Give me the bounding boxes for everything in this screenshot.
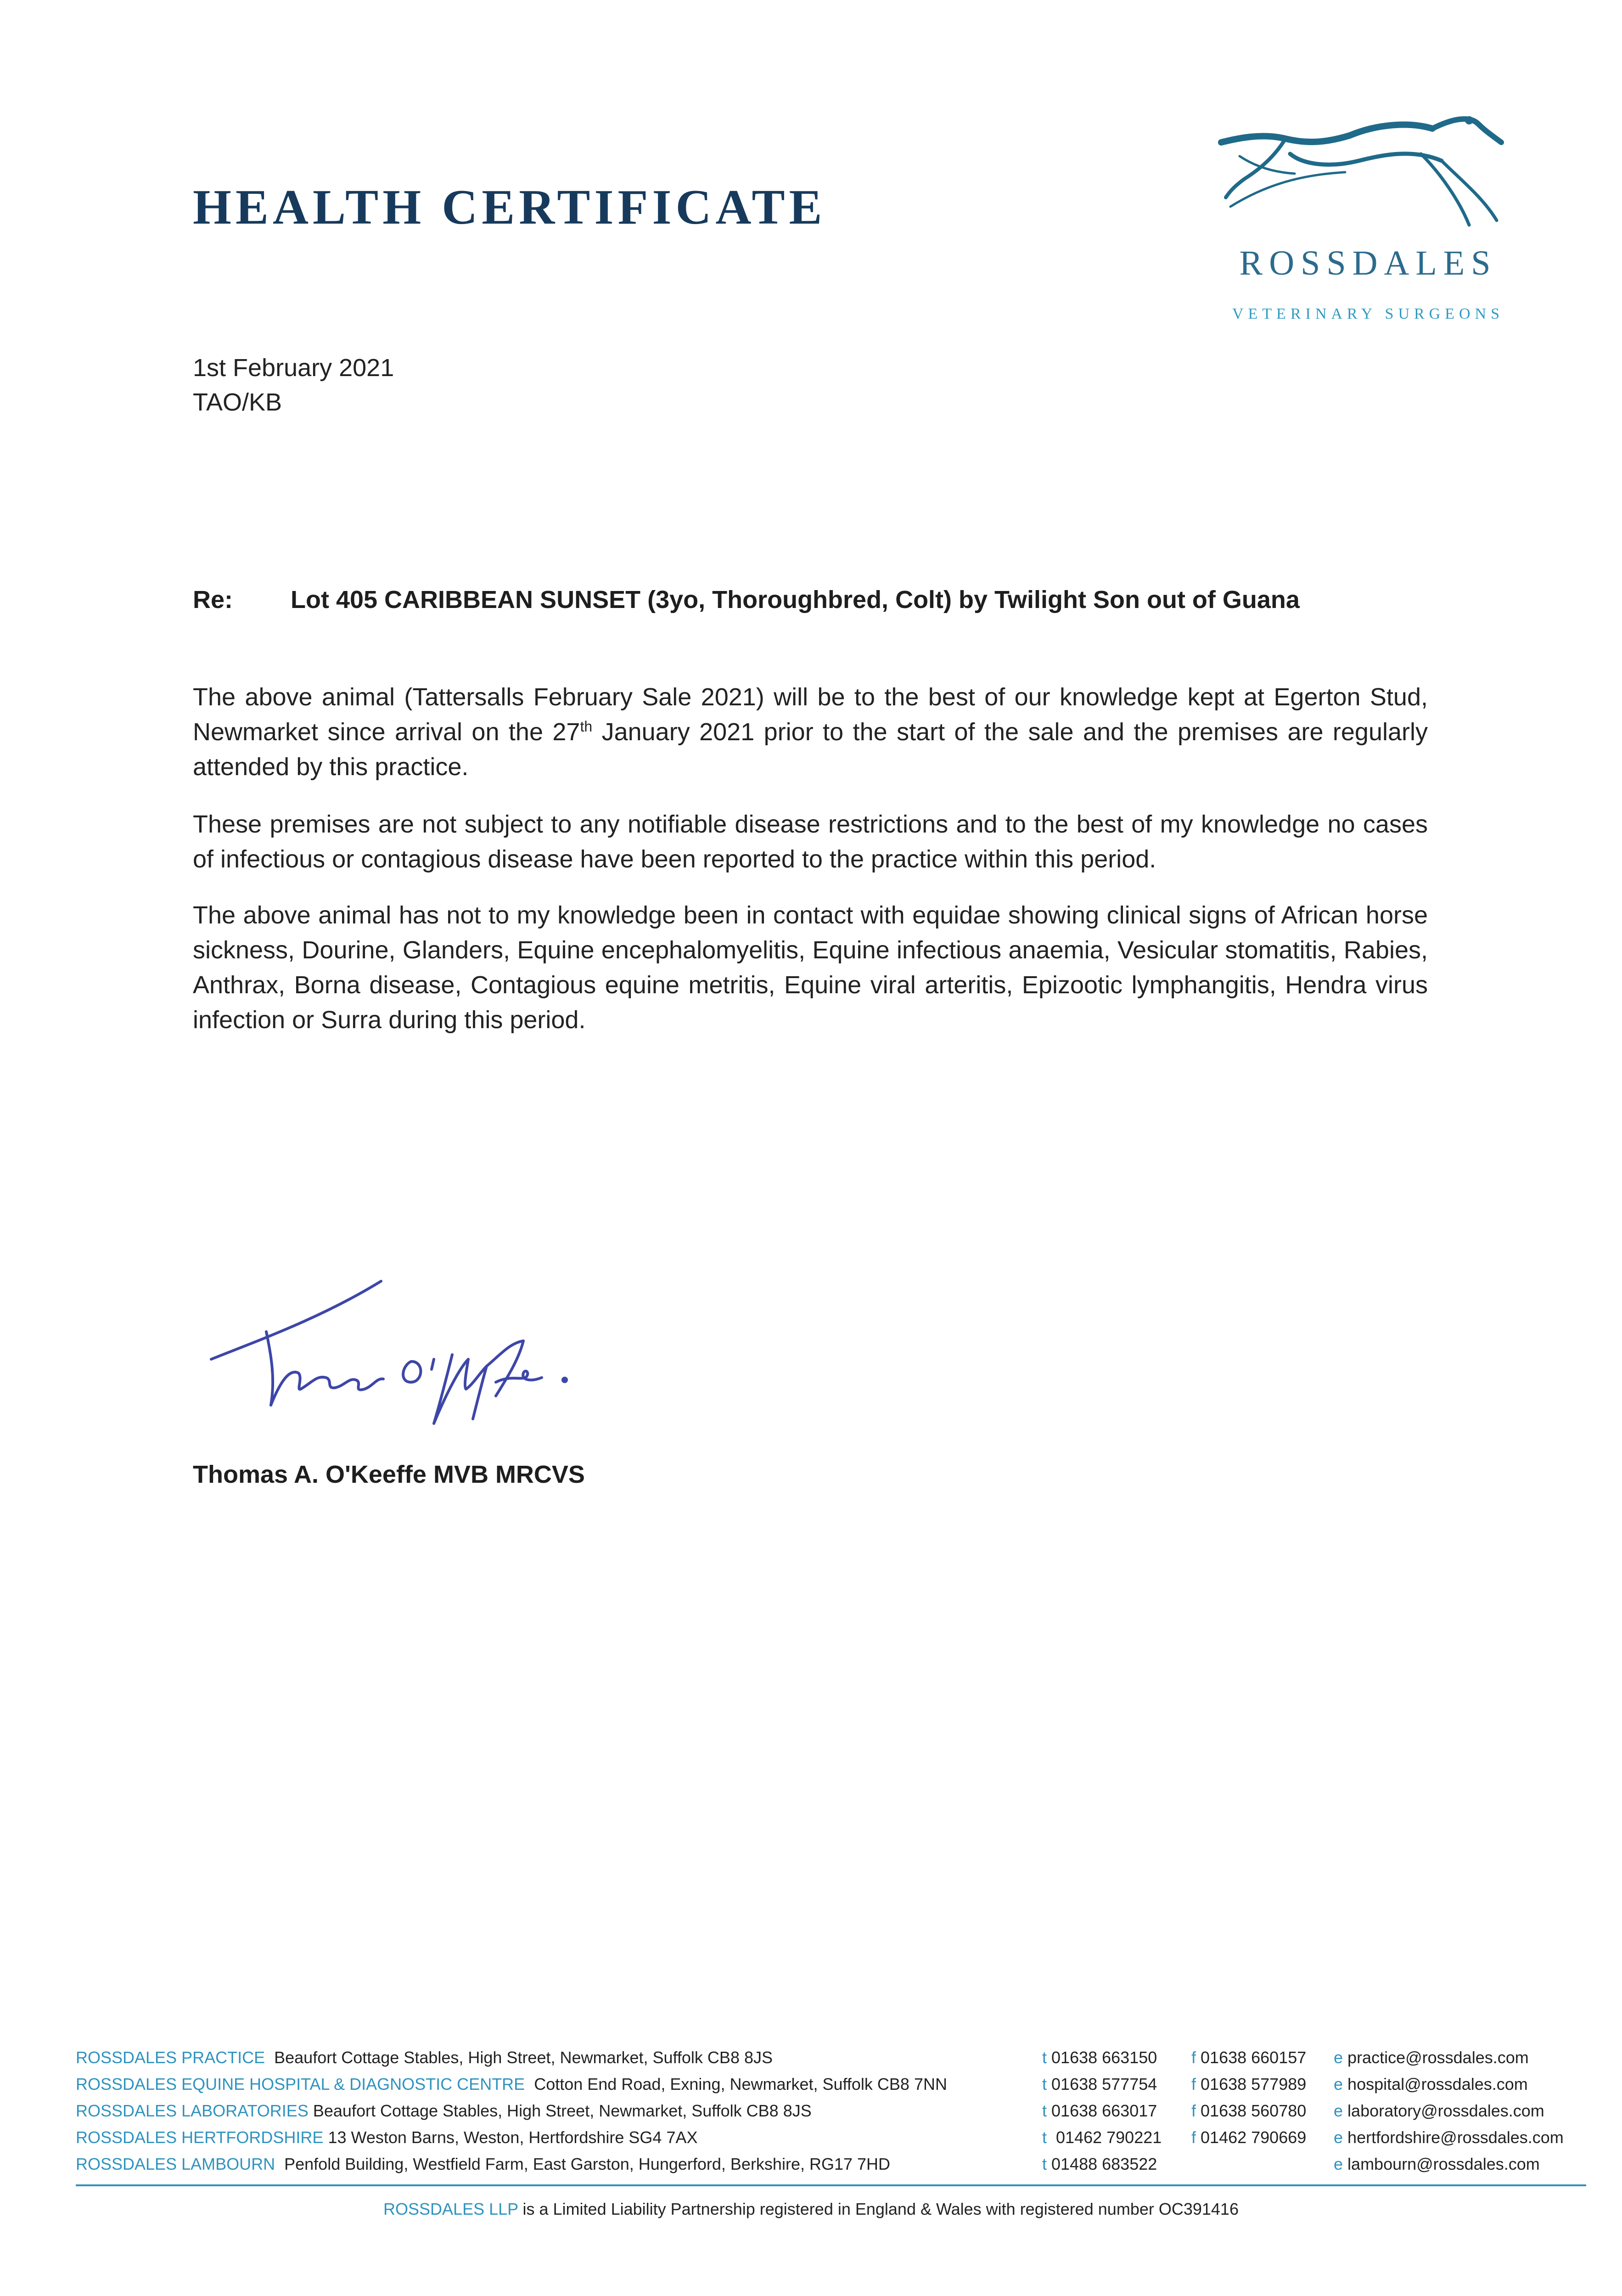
footer-email[interactable]: e hospital@rossdales.com: [1334, 2075, 1528, 2093]
footer-phone: t 01638 577754: [1042, 2075, 1157, 2093]
footer-row: [76, 2155, 1540, 2180]
footer-org: ROSSDALES EQUINE HOSPITAL & DIAGNOSTIC CENTRE: [76, 2075, 525, 2093]
footer-org: ROSSDALES LAMBOURN: [76, 2155, 275, 2173]
footer-address: Beaufort Cottage Stables, High Street, Newmarket, Suffolk CB8 8JS: [313, 2101, 812, 2120]
footer-email[interactable]: e hertfordshire@rossdales.com: [1334, 2128, 1564, 2147]
paragraph-3: The above animal has not to my knowledge been in contact with equidae showing clinical signs of African horse sickness, Dourine, Glanders, Equine encephalomyelitis, Equine infectious anaemia, Vesicular stomatitis, Rabies, Anthrax, Borna disease, Contagious equine metritis, Equine viral arteritis, Epizootic lymphangitis, Hendra virus infection or Surra during this period.: [193, 901, 1428, 1034]
footer-address: 13 Weston Barns, Weston, Hertfordshire SG4 7AX: [328, 2128, 698, 2147]
rossdales-logo: [1212, 110, 1524, 331]
footer-address: Cotton End Road, Exning, Newmarket, Suffolk CB8 7NN: [534, 2075, 947, 2093]
logo-wordmark: ROSSDALES: [1239, 244, 1497, 282]
paragraph-2: These premises are not subject to any notifiable disease restrictions and to the best of my knowledge no cases of infectious or contagious disease have been reported to the practice within this period.: [193, 810, 1428, 873]
letter-date: 1st February 2021: [193, 354, 394, 382]
llp-org: ROSSDALES LLP: [383, 2200, 518, 2218]
paragraph-1: [193, 680, 1428, 784]
footer-org: ROSSDALES PRACTICE: [76, 2048, 265, 2067]
logo-tagline: VETERINARY SURGEONS: [1232, 305, 1504, 322]
footer-email[interactable]: e lambourn@rossdales.com: [1334, 2155, 1540, 2173]
letter-reference: TAO/KB: [193, 388, 282, 416]
footer-fax: f 01462 790669: [1191, 2128, 1307, 2147]
paragraph-1-part-2: January 2021 prior to the start of the sale and the premises are regularly attended by this practice.: [193, 718, 1428, 781]
footer-phone: t 01638 663017: [1042, 2101, 1157, 2120]
paragraph-1-part-1: The above animal (Tattersalls February Sale 2021) will be to the best of our knowledge kept at Egerton Stud, Newmarket since arrival on the 27: [193, 683, 1428, 746]
llp-text: is a Limited Liability Partnership registered in England & Wales with registered number OC391416: [522, 2200, 1239, 2218]
footer-phone: t 01462 790221: [1042, 2128, 1162, 2147]
footer-row: [76, 2128, 1564, 2154]
footer-email[interactable]: e laboratory@rossdales.com: [1334, 2101, 1544, 2120]
page-title: HEALTH CERTIFICATE: [193, 180, 826, 235]
footer-address: Penfold Building, Westfield Farm, East Garston, Hungerford, Berkshire, RG17 7HD: [284, 2155, 891, 2173]
footer-fax: f 01638 560780: [1191, 2101, 1307, 2120]
signer-name: Thomas A. O'Keeffe MVB MRCVS: [193, 1461, 585, 1488]
footer-phone: t 01488 683522: [1042, 2155, 1157, 2173]
handwritten-signature: [202, 1267, 588, 1433]
footer-org: ROSSDALES HERTFORDSHIRE: [76, 2128, 324, 2147]
re-subject: Lot 405 CARIBBEAN SUNSET (3yo, Thoroughbred, Colt) by Twilight Son out of Guana: [291, 586, 1300, 613]
footer-divider: [76, 2184, 1586, 2186]
footer-row: [76, 2048, 1529, 2074]
footer-email[interactable]: e practice@rossdales.com: [1334, 2048, 1529, 2067]
footer-fax: f 01638 660157: [1191, 2048, 1307, 2067]
footer-org: ROSSDALES LABORATORIES: [76, 2101, 309, 2120]
footer-row: [76, 2101, 1544, 2127]
footer-address: Beaufort Cottage Stables, High Street, Newmarket, Suffolk CB8 8JS: [274, 2048, 773, 2067]
footer-row: [76, 2075, 1528, 2100]
footer-phone: t 01638 663150: [1042, 2048, 1157, 2067]
re-label: Re:: [193, 586, 233, 613]
horse-logo-icon: [1212, 110, 1524, 248]
footer-fax: f 01638 577989: [1191, 2075, 1307, 2093]
ordinal-suffix: th: [580, 718, 593, 735]
llp-notice: [0, 2200, 1622, 2219]
